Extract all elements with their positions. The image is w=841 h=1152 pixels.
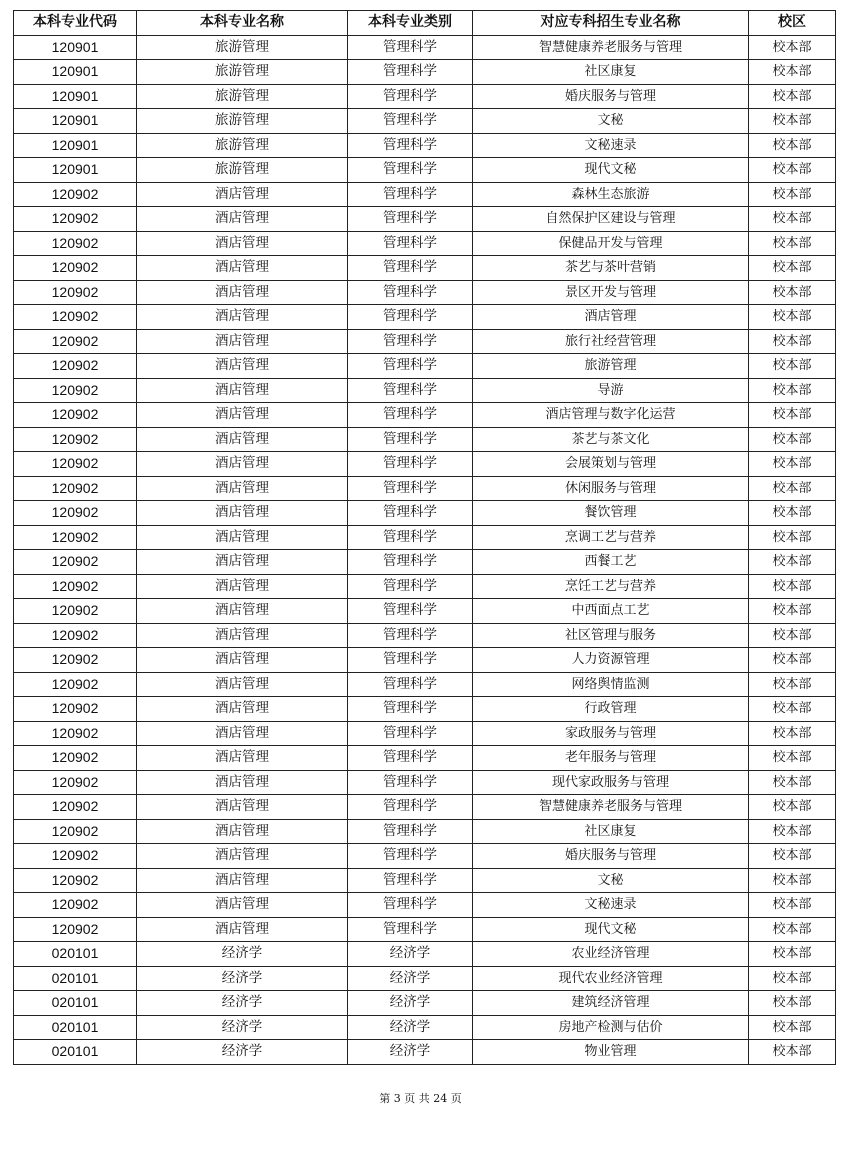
major-category-cell: 管理科学 (348, 280, 473, 305)
table-row (14, 378, 836, 403)
table-row (14, 403, 836, 428)
campus-cell: 校本部 (749, 256, 836, 281)
major-category-cell: 经济学 (348, 1040, 473, 1065)
major-code-cell: 120902 (14, 770, 137, 795)
major-code-cell: 120902 (14, 893, 137, 918)
major-name-cell: 旅游管理 (137, 158, 348, 183)
table-row (14, 133, 836, 158)
campus-cell: 校本部 (749, 550, 836, 575)
campus-cell: 校本部 (749, 109, 836, 134)
table-header-row (14, 11, 836, 36)
junior-college-major-cell: 社区康复 (473, 60, 749, 85)
major-name-cell: 酒店管理 (137, 182, 348, 207)
campus-cell: 校本部 (749, 427, 836, 452)
major-code-cell: 120902 (14, 550, 137, 575)
campus-cell: 校本部 (749, 697, 836, 722)
major-code-cell: 120901 (14, 84, 137, 109)
junior-college-major-cell: 文秘 (473, 109, 749, 134)
table-row (14, 648, 836, 673)
major-category-cell: 管理科学 (348, 917, 473, 942)
table-row (14, 672, 836, 697)
junior-college-major-cell: 旅游管理 (473, 354, 749, 379)
major-name-cell: 酒店管理 (137, 354, 348, 379)
table-row (14, 746, 836, 771)
campus-cell: 校本部 (749, 280, 836, 305)
major-code-cell: 120902 (14, 354, 137, 379)
major-code-cell: 120902 (14, 917, 137, 942)
major-category-cell: 管理科学 (348, 721, 473, 746)
major-code-cell: 020101 (14, 966, 137, 991)
header-major-category: 本科专业类别 (348, 11, 473, 36)
campus-cell: 校本部 (749, 60, 836, 85)
junior-college-major-cell: 中西面点工艺 (473, 599, 749, 624)
major-code-cell: 120901 (14, 158, 137, 183)
major-name-cell: 酒店管理 (137, 501, 348, 526)
campus-cell: 校本部 (749, 721, 836, 746)
junior-college-major-cell: 酒店管理 (473, 305, 749, 330)
major-code-cell: 020101 (14, 942, 137, 967)
major-name-cell: 酒店管理 (137, 550, 348, 575)
major-code-cell: 120902 (14, 697, 137, 722)
major-code-cell: 120902 (14, 427, 137, 452)
junior-college-major-cell: 房地产检测与估价 (473, 1015, 749, 1040)
major-category-cell: 管理科学 (348, 452, 473, 477)
junior-college-major-cell: 茶艺与茶文化 (473, 427, 749, 452)
table-row (14, 893, 836, 918)
junior-college-major-cell: 物业管理 (473, 1040, 749, 1065)
campus-cell: 校本部 (749, 501, 836, 526)
major-category-cell: 管理科学 (348, 819, 473, 844)
table-row (14, 917, 836, 942)
major-category-cell: 经济学 (348, 966, 473, 991)
junior-college-major-cell: 自然保护区建设与管理 (473, 207, 749, 232)
junior-college-major-cell: 酒店管理与数字化运营 (473, 403, 749, 428)
table-row (14, 231, 836, 256)
major-category-cell: 管理科学 (348, 427, 473, 452)
campus-cell: 校本部 (749, 525, 836, 550)
junior-college-major-cell: 保健品开发与管理 (473, 231, 749, 256)
junior-college-major-cell: 文秘速录 (473, 893, 749, 918)
junior-college-major-cell: 人力资源管理 (473, 648, 749, 673)
campus-cell: 校本部 (749, 770, 836, 795)
table-row (14, 329, 836, 354)
major-name-cell: 酒店管理 (137, 329, 348, 354)
junior-college-major-cell: 现代农业经济管理 (473, 966, 749, 991)
campus-cell: 校本部 (749, 84, 836, 109)
table-row (14, 623, 836, 648)
junior-college-major-cell: 现代文秘 (473, 917, 749, 942)
major-name-cell: 经济学 (137, 942, 348, 967)
junior-college-major-cell: 烹调工艺与营养 (473, 525, 749, 550)
campus-cell: 校本部 (749, 966, 836, 991)
major-category-cell: 管理科学 (348, 133, 473, 158)
major-code-cell: 120902 (14, 746, 137, 771)
junior-college-major-cell: 建筑经济管理 (473, 991, 749, 1016)
major-name-cell: 经济学 (137, 991, 348, 1016)
major-name-cell: 酒店管理 (137, 452, 348, 477)
major-code-cell: 120902 (14, 819, 137, 844)
table-row (14, 844, 836, 869)
campus-cell: 校本部 (749, 329, 836, 354)
major-category-cell: 管理科学 (348, 329, 473, 354)
table-row (14, 1040, 836, 1065)
junior-college-major-cell: 文秘速录 (473, 133, 749, 158)
major-name-cell: 酒店管理 (137, 256, 348, 281)
junior-college-major-cell: 文秘 (473, 868, 749, 893)
major-name-cell: 旅游管理 (137, 35, 348, 60)
table-row (14, 84, 836, 109)
major-code-cell: 120902 (14, 501, 137, 526)
junior-college-major-cell: 社区康复 (473, 819, 749, 844)
table-row (14, 35, 836, 60)
major-name-cell: 旅游管理 (137, 60, 348, 85)
junior-college-major-cell: 家政服务与管理 (473, 721, 749, 746)
junior-college-major-cell: 森林生态旅游 (473, 182, 749, 207)
campus-cell: 校本部 (749, 599, 836, 624)
campus-cell: 校本部 (749, 35, 836, 60)
campus-cell: 校本部 (749, 917, 836, 942)
table-row (14, 991, 836, 1016)
campus-cell: 校本部 (749, 378, 836, 403)
table-row (14, 354, 836, 379)
major-name-cell: 酒店管理 (137, 672, 348, 697)
major-code-cell: 120902 (14, 452, 137, 477)
major-name-cell: 酒店管理 (137, 623, 348, 648)
table-row (14, 182, 836, 207)
major-name-cell: 酒店管理 (137, 746, 348, 771)
campus-cell: 校本部 (749, 623, 836, 648)
major-name-cell: 酒店管理 (137, 770, 348, 795)
major-category-cell: 管理科学 (348, 501, 473, 526)
major-code-cell: 120902 (14, 280, 137, 305)
table-row (14, 550, 836, 575)
junior-college-major-cell: 社区管理与服务 (473, 623, 749, 648)
major-name-cell: 旅游管理 (137, 109, 348, 134)
major-name-cell: 酒店管理 (137, 697, 348, 722)
major-category-cell: 管理科学 (348, 378, 473, 403)
major-code-cell: 120902 (14, 378, 137, 403)
major-mapping-table (13, 10, 836, 1065)
major-code-cell: 120902 (14, 795, 137, 820)
table-row (14, 574, 836, 599)
junior-college-major-cell: 网络舆情监测 (473, 672, 749, 697)
major-name-cell: 酒店管理 (137, 525, 348, 550)
table-row (14, 158, 836, 183)
junior-college-major-cell: 茶艺与茶叶营销 (473, 256, 749, 281)
major-code-cell: 020101 (14, 1015, 137, 1040)
major-code-cell: 120902 (14, 721, 137, 746)
major-category-cell: 管理科学 (348, 207, 473, 232)
junior-college-major-cell: 烹饪工艺与营养 (473, 574, 749, 599)
major-name-cell: 酒店管理 (137, 599, 348, 624)
major-code-cell: 120902 (14, 574, 137, 599)
major-category-cell: 管理科学 (348, 476, 473, 501)
major-category-cell: 管理科学 (348, 403, 473, 428)
table-row (14, 868, 836, 893)
major-name-cell: 酒店管理 (137, 795, 348, 820)
table-row (14, 501, 836, 526)
major-code-cell: 120902 (14, 844, 137, 869)
junior-college-major-cell: 老年服务与管理 (473, 746, 749, 771)
major-name-cell: 酒店管理 (137, 819, 348, 844)
major-code-cell: 120902 (14, 207, 137, 232)
campus-cell: 校本部 (749, 1040, 836, 1065)
junior-college-major-cell: 智慧健康养老服务与管理 (473, 35, 749, 60)
campus-cell: 校本部 (749, 133, 836, 158)
header-major-name: 本科专业名称 (137, 11, 348, 36)
campus-cell: 校本部 (749, 795, 836, 820)
major-category-cell: 管理科学 (348, 648, 473, 673)
table-row (14, 427, 836, 452)
major-code-cell: 020101 (14, 991, 137, 1016)
campus-cell: 校本部 (749, 476, 836, 501)
major-name-cell: 经济学 (137, 1040, 348, 1065)
major-name-cell: 酒店管理 (137, 721, 348, 746)
major-category-cell: 管理科学 (348, 231, 473, 256)
table-row (14, 305, 836, 330)
junior-college-major-cell: 智慧健康养老服务与管理 (473, 795, 749, 820)
junior-college-major-cell: 景区开发与管理 (473, 280, 749, 305)
major-code-cell: 120902 (14, 525, 137, 550)
campus-cell: 校本部 (749, 746, 836, 771)
junior-college-major-cell: 休闲服务与管理 (473, 476, 749, 501)
junior-college-major-cell: 会展策划与管理 (473, 452, 749, 477)
major-category-cell: 管理科学 (348, 109, 473, 134)
junior-college-major-cell: 行政管理 (473, 697, 749, 722)
campus-cell: 校本部 (749, 868, 836, 893)
table-row (14, 452, 836, 477)
table-row (14, 966, 836, 991)
campus-cell: 校本部 (749, 452, 836, 477)
major-code-cell: 120902 (14, 476, 137, 501)
table-row (14, 256, 836, 281)
table-row (14, 721, 836, 746)
junior-college-major-cell: 婚庆服务与管理 (473, 84, 749, 109)
table-row (14, 1015, 836, 1040)
campus-cell: 校本部 (749, 672, 836, 697)
table-row (14, 942, 836, 967)
campus-cell: 校本部 (749, 207, 836, 232)
header-campus: 校区 (749, 11, 836, 36)
major-code-cell: 120902 (14, 648, 137, 673)
major-category-cell: 管理科学 (348, 893, 473, 918)
page-number: 第 3 页 共 24 页 (379, 1092, 462, 1105)
major-category-cell: 管理科学 (348, 770, 473, 795)
junior-college-major-cell: 旅行社经营管理 (473, 329, 749, 354)
major-name-cell: 酒店管理 (137, 378, 348, 403)
campus-cell: 校本部 (749, 182, 836, 207)
major-category-cell: 管理科学 (348, 60, 473, 85)
major-code-cell: 120902 (14, 182, 137, 207)
major-category-cell: 管理科学 (348, 795, 473, 820)
campus-cell: 校本部 (749, 158, 836, 183)
major-category-cell: 管理科学 (348, 868, 473, 893)
major-code-cell: 020101 (14, 1040, 137, 1065)
major-name-cell: 旅游管理 (137, 133, 348, 158)
major-category-cell: 管理科学 (348, 305, 473, 330)
junior-college-major-cell: 现代家政服务与管理 (473, 770, 749, 795)
major-name-cell: 经济学 (137, 1015, 348, 1040)
major-name-cell: 酒店管理 (137, 305, 348, 330)
table-row (14, 697, 836, 722)
major-code-cell: 120902 (14, 672, 137, 697)
major-name-cell: 酒店管理 (137, 280, 348, 305)
major-category-cell: 管理科学 (348, 35, 473, 60)
major-category-cell: 管理科学 (348, 672, 473, 697)
major-code-cell: 120902 (14, 231, 137, 256)
campus-cell: 校本部 (749, 893, 836, 918)
major-code-cell: 120902 (14, 623, 137, 648)
major-name-cell: 经济学 (137, 966, 348, 991)
header-major-code: 本科专业代码 (14, 11, 137, 36)
major-category-cell: 经济学 (348, 991, 473, 1016)
major-category-cell: 管理科学 (348, 574, 473, 599)
major-category-cell: 经济学 (348, 942, 473, 967)
major-code-cell: 120901 (14, 35, 137, 60)
major-category-cell: 管理科学 (348, 623, 473, 648)
major-category-cell: 管理科学 (348, 746, 473, 771)
campus-cell: 校本部 (749, 942, 836, 967)
major-category-cell: 管理科学 (348, 697, 473, 722)
major-code-cell: 120901 (14, 60, 137, 85)
major-code-cell: 120902 (14, 599, 137, 624)
table-row (14, 109, 836, 134)
table-row (14, 795, 836, 820)
major-name-cell: 酒店管理 (137, 427, 348, 452)
table-row (14, 525, 836, 550)
major-category-cell: 管理科学 (348, 84, 473, 109)
major-code-cell: 120902 (14, 403, 137, 428)
table-row (14, 207, 836, 232)
major-code-cell: 120902 (14, 868, 137, 893)
table-row (14, 819, 836, 844)
major-category-cell: 管理科学 (348, 354, 473, 379)
major-name-cell: 酒店管理 (137, 207, 348, 232)
junior-college-major-cell: 婚庆服务与管理 (473, 844, 749, 869)
major-name-cell: 酒店管理 (137, 231, 348, 256)
campus-cell: 校本部 (749, 403, 836, 428)
major-category-cell: 管理科学 (348, 525, 473, 550)
campus-cell: 校本部 (749, 305, 836, 330)
major-name-cell: 酒店管理 (137, 893, 348, 918)
major-name-cell: 旅游管理 (137, 84, 348, 109)
major-name-cell: 酒店管理 (137, 844, 348, 869)
major-name-cell: 酒店管理 (137, 917, 348, 942)
campus-cell: 校本部 (749, 844, 836, 869)
table-row (14, 280, 836, 305)
campus-cell: 校本部 (749, 354, 836, 379)
table-row (14, 770, 836, 795)
campus-cell: 校本部 (749, 574, 836, 599)
campus-cell: 校本部 (749, 819, 836, 844)
major-code-cell: 120901 (14, 109, 137, 134)
major-name-cell: 酒店管理 (137, 476, 348, 501)
major-code-cell: 120902 (14, 329, 137, 354)
junior-college-major-cell: 现代文秘 (473, 158, 749, 183)
campus-cell: 校本部 (749, 991, 836, 1016)
junior-college-major-cell: 西餐工艺 (473, 550, 749, 575)
junior-college-major-cell: 导游 (473, 378, 749, 403)
table-row (14, 476, 836, 501)
major-code-cell: 120902 (14, 305, 137, 330)
table-row (14, 60, 836, 85)
major-category-cell: 管理科学 (348, 256, 473, 281)
table-row (14, 599, 836, 624)
major-code-cell: 120902 (14, 256, 137, 281)
major-category-cell: 经济学 (348, 1015, 473, 1040)
campus-cell: 校本部 (749, 1015, 836, 1040)
campus-cell: 校本部 (749, 231, 836, 256)
junior-college-major-cell: 农业经济管理 (473, 942, 749, 967)
major-name-cell: 酒店管理 (137, 868, 348, 893)
table-body (14, 35, 836, 1064)
major-name-cell: 酒店管理 (137, 648, 348, 673)
campus-cell: 校本部 (749, 648, 836, 673)
major-code-cell: 120901 (14, 133, 137, 158)
header-junior-college-major: 对应专科招生专业名称 (473, 11, 749, 36)
junior-college-major-cell: 餐饮管理 (473, 501, 749, 526)
major-category-cell: 管理科学 (348, 599, 473, 624)
major-name-cell: 酒店管理 (137, 403, 348, 428)
major-category-cell: 管理科学 (348, 158, 473, 183)
major-name-cell: 酒店管理 (137, 574, 348, 599)
major-category-cell: 管理科学 (348, 844, 473, 869)
major-category-cell: 管理科学 (348, 182, 473, 207)
major-category-cell: 管理科学 (348, 550, 473, 575)
